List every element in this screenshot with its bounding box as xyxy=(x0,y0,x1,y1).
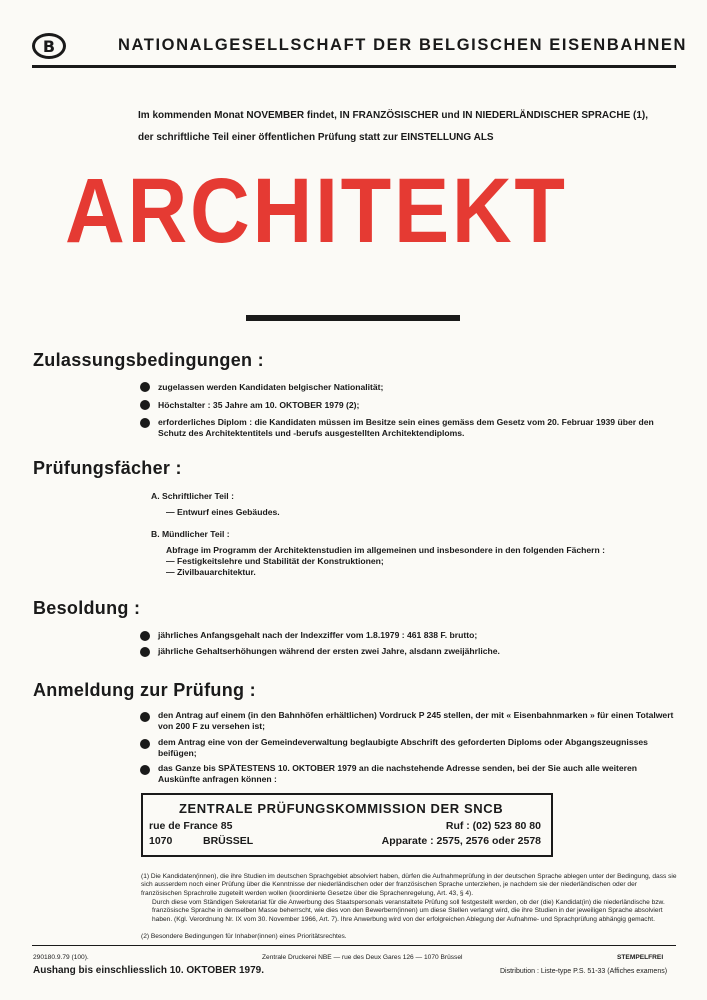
print-code: 290180.9.79 (100). xyxy=(33,954,89,961)
part-b-item-1: — Festigkeitslehre und Stabilität der Konstruktionen; xyxy=(166,556,384,566)
part-b-item-2: — Zivilbauarchitektur. xyxy=(166,567,256,577)
besoldung-item-1: jährliches Anfangsgehalt nach der Indexziffer vom 1.8.1979 : 461 838 F. brutto; xyxy=(158,630,478,640)
printer-info: Zentrale Druckerei NBE — rue des Deux Gares 126 — 1070 Brüssel xyxy=(262,954,463,961)
heading-pruefung: Prüfungsfächer : xyxy=(33,458,182,478)
address-box xyxy=(141,793,553,857)
bullet-icon xyxy=(140,712,150,722)
title-underline xyxy=(246,315,460,321)
bullet-icon xyxy=(140,765,150,775)
address-extensions: Apparate : 2575, 2576 oder 2578 xyxy=(381,835,541,847)
zulassung-item-2: Höchstalter : 35 Jahre am 10. OKTOBER 1979 (2); xyxy=(158,400,360,410)
organization-name: NATIONALGESELLSCHAFT DER BELGISCHEN EISENBAHNEN xyxy=(118,36,687,54)
address-city: BRÜSSEL xyxy=(203,835,254,847)
footnote-2: (2) Besondere Bedingungen für Inhaber(innen) eines Prioritätsrechtes. xyxy=(141,933,347,940)
address-postal: 1070 xyxy=(149,835,173,847)
heading-anmeldung: Anmeldung zur Prüfung : xyxy=(33,680,256,700)
heading-zulassung: Zulassungsbedingungen : xyxy=(33,350,264,370)
bullet-icon xyxy=(140,400,150,410)
distribution: Distribution : Liste-type P.S. 51-33 (Affiches examens) xyxy=(500,968,668,975)
footnote-1a: (1) Die Kandidaten(innen), die ihre Studien im deutschen Sprachgebiet absolviert haben, dürfen die Aufnahmeprüfung in der deutschen Sprache ablegen unter der Bedingung, dass sie sich ausserdem noch einer Prüfung über die Kenntnisse der niederländischen oder der französischen Sprache unterziehen, je nachdem sie der niederländischen oder der französischen Sprachrolle zugeteilt werden wollen (koordinierte Gesetze über die Sprachenregelung, Art. 43, § 4). xyxy=(141,873,677,897)
part-b-label: B. Mündlicher Teil : xyxy=(151,529,230,539)
heading-besoldung: Besoldung : xyxy=(33,598,141,618)
bullet-icon xyxy=(140,631,150,641)
bullet-icon xyxy=(140,647,150,657)
sncb-logo xyxy=(32,33,66,59)
stamp-free: STEMPELFREI xyxy=(617,954,664,961)
part-a-label: A. Schriftlicher Teil : xyxy=(151,491,234,501)
part-b-text: Abfrage im Programm der Architektenstudien im allgemeinen und insbesondere in den folgenden Fächern : xyxy=(166,545,605,555)
anmeldung-item-2: dem Antrag eine von der Gemeindeverwaltung beglaubigte Abschrift des geforderten Diploms oder Abgangszeugnisses beifügen; xyxy=(158,737,648,758)
position-title: ARCHITEKT xyxy=(65,160,568,262)
anmeldung-item-3: das Ganze bis SPÄTESTENS 10. OKTOBER 1979 an die nachstehende Adresse senden, bei der Sie auch alle weiteren Auskünfte anfragen können : xyxy=(158,763,638,784)
part-a-item: — Entwurf eines Gebäudes. xyxy=(166,507,280,517)
logo-letter: B xyxy=(42,36,56,56)
footer-rule xyxy=(32,945,676,946)
bullet-icon xyxy=(140,382,150,392)
anmeldung-item-1: den Antrag auf einem (in den Bahnhöfen erhältlichen) Vordruck P 245 stellen, der mit « Eisenbahnmarken » für einen Totalwert von 200 F zu versehen ist; xyxy=(158,710,674,731)
zulassung-item-3: erforderliches Diplom : die Kandidaten müssen im Besitze sein eines gemäss dem Gesetz vom 20. Februar 1939 über den Schutz des Architektentitels und -berufs ausgestellten Architektendiploms. xyxy=(158,417,654,438)
display-until: Aushang bis einschliesslich 10. OKTOBER 1979. xyxy=(33,965,265,976)
zulassung-item-1: zugelassen werden Kandidaten belgischer Nationalität; xyxy=(158,382,384,392)
intro-line-2: der schriftliche Teil einer öffentlichen Prüfung statt zur EINSTELLUNG ALS xyxy=(138,132,494,143)
address-phone: Ruf : (02) 523 80 80 xyxy=(445,820,541,832)
footnote-1b: Durch diese vom Ständigen Sekretariat für die Anwerbung des Staatspersonals veranstaltete Prüfung soll festgestellt werden, ob der (die) Kandidat(in) die niederländische bzw. französische Sprache in demselben Masse beherrscht, wie dies von den Bewerbern(innen) um diese Stellen verlangt wird, die ihre Studien in der jeweiligen Sprache absolviert haben. (Kgl. Verordnung Nr. IX vom 30. November 1966, Art. 7). Ihre Anwerbung wird von der erfolgreichen Ablegung der Aufnahme- und Sprachprüfung abhängig gemacht. xyxy=(152,899,665,923)
header-rule xyxy=(32,65,676,68)
bullet-icon xyxy=(140,418,150,428)
intro-line-1: Im kommenden Monat NOVEMBER findet, IN FRANZÖSISCHER und IN NIEDERLÄNDISCHER SPRACHE (1), xyxy=(138,110,649,121)
besoldung-item-2: jährliche Gehaltserhöhungen während der ersten zwei Jahre, alsdann zweijährliche. xyxy=(158,646,500,656)
bullet-icon xyxy=(140,739,150,749)
address-street: rue de France 85 xyxy=(149,820,233,832)
address-heading: ZENTRALE PRÜFUNGSKOMMISSION DER SNCB xyxy=(179,801,504,816)
